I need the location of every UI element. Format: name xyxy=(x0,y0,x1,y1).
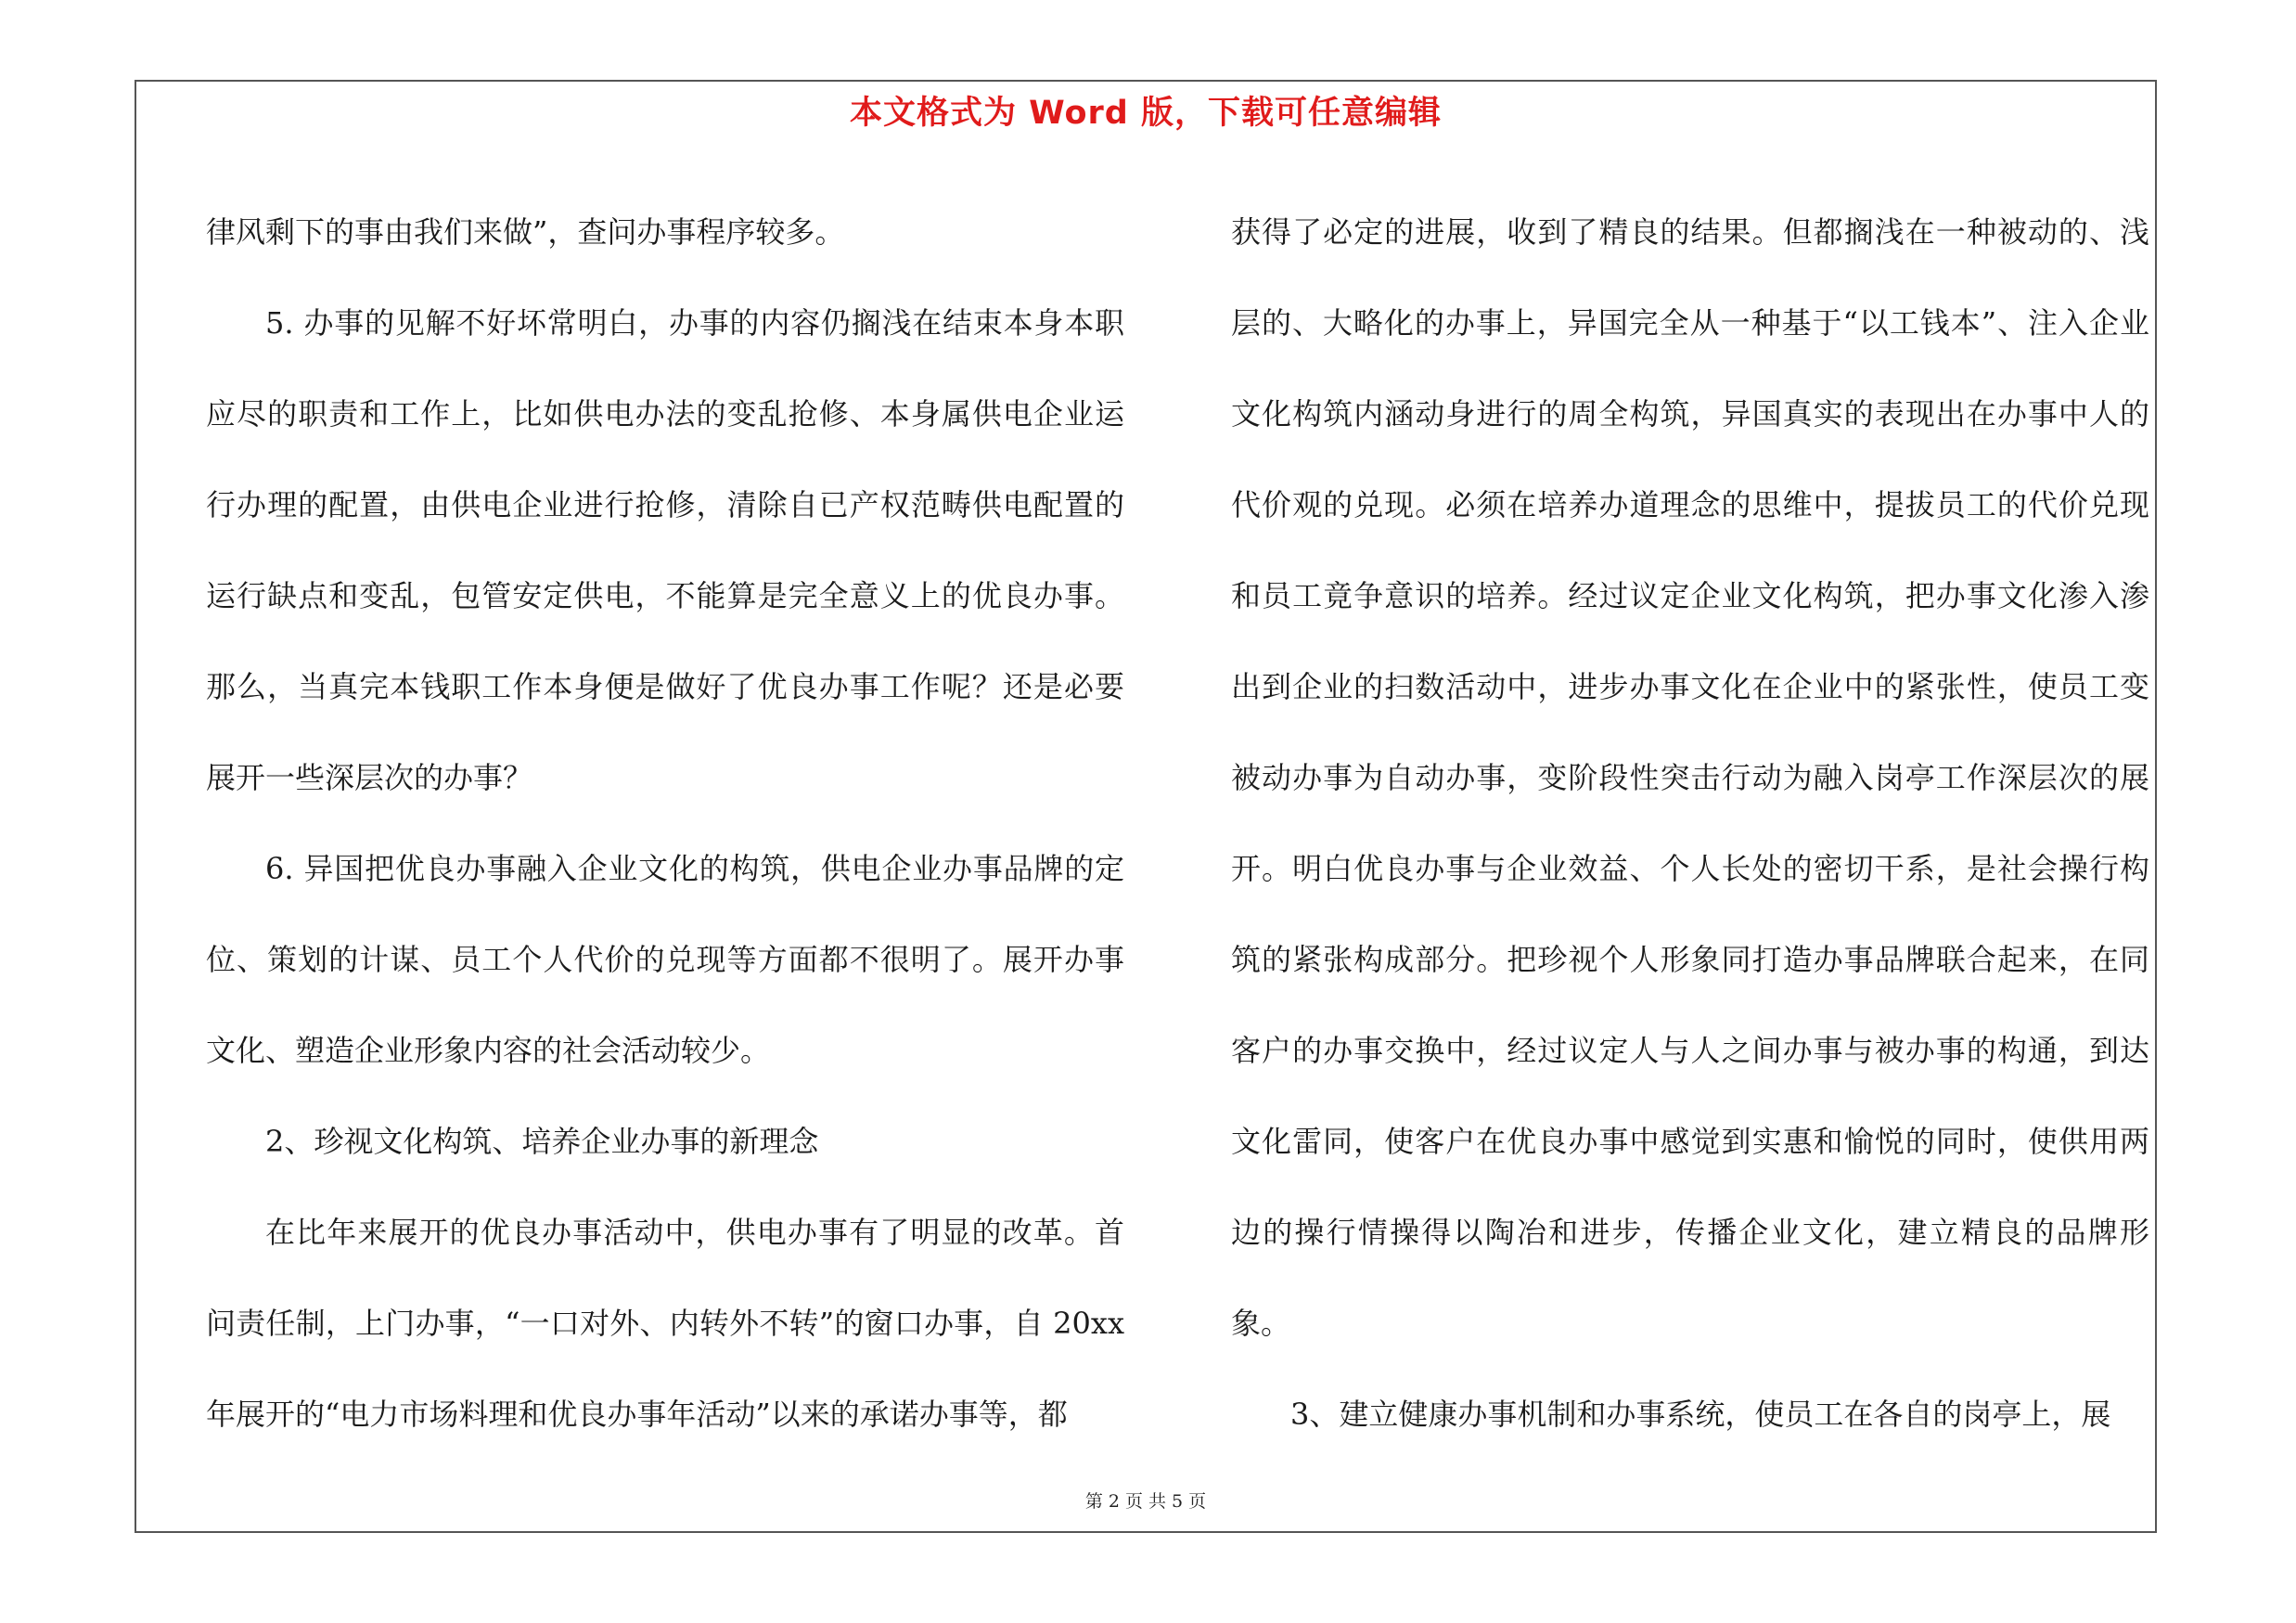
page-number-footer: 第 2 页 共 5 页 xyxy=(1084,1491,1207,1513)
section-heading: 2、珍视文化构筑、培养企业办事的新理念 xyxy=(265,1124,819,1159)
left-column xyxy=(206,187,1124,1460)
paragraph: 6. 异国把优良办事融入企业文化的构筑，供电企业办事品牌的定位、策划的计谋、员工个人代价的兑现等方面都不很明了。展开办事文化、塑造企业形象内容的社会活动较少。 xyxy=(206,851,1124,1068)
right-column xyxy=(1231,187,2149,1460)
paragraph: 在比年来展开的优良办事活动中，供电办事有了明显的改革。首问责任制，上门办事，“一口对外、内转外不转”的窗口办事，自 20xx 年展开的“电力市场料理和优良办事年活动”以来的承诺办事等，都 xyxy=(206,1215,1124,1432)
header-banner: 本文格式为 Word 版，下载可任意编辑 xyxy=(849,95,1443,132)
paragraph: 律风剩下的事由我们来做”，查问办事程序较多。 xyxy=(206,214,845,250)
paragraph: 获得了必定的进展，收到了精良的结果。但都搁浅在一种被动的、浅层的、大略化的办事上，异国完全从一种基于“以工钱本”、注入企业文化构筑内涵动身进行的周全构筑，异国真实的表现出在办事中人的代价观的兑现。必须在培养办道理念的思维中，提拔员工的代价兑现和员工竟争意识的培养。经过议定企业文化构筑，把办事文化渗入渗出到企业的扫数活动中，进步办事文化在企业中的紧张性，使员工变被动办事为自动办事，变阶段性突击行动为融入岗亭工作深层次的展开。明白优良办事与企业效益、个人长处的密切干系，是社会操行构筑的紧张构成部分。把珍视个人形象同打造办事品牌联合起来，在同客户的办事交换中，经过议定人与人之间办事与被办事的构通，到达文化雷同，使客户在优良办事中感觉到实惠和愉悦的同时，使供用两边的操行情操得以陶冶和进步，传播企业文化，建立精良的品牌形象。 xyxy=(1231,214,2149,1341)
paragraph: 3、建立健康办事机制和办事系统，使员工在各自的岗亭上，展 xyxy=(1290,1397,2111,1432)
page-frame xyxy=(135,80,2157,1533)
paragraph: 5. 办事的见解不好坏常明白，办事的内容仍搁浅在结束本身本职应尽的职责和工作上，比如供电办法的变乱抢修、本身属供电企业运行办理的配置，由供电企业进行抢修，清除自已产权范畴供电配置的运行缺点和变乱，包管安定供电，不能算是完全意义上的优良办事。那么，当真完本钱职工作本身便是做好了优良办事工作呢？还是必要展开一些深层次的办事？ xyxy=(206,305,1124,795)
